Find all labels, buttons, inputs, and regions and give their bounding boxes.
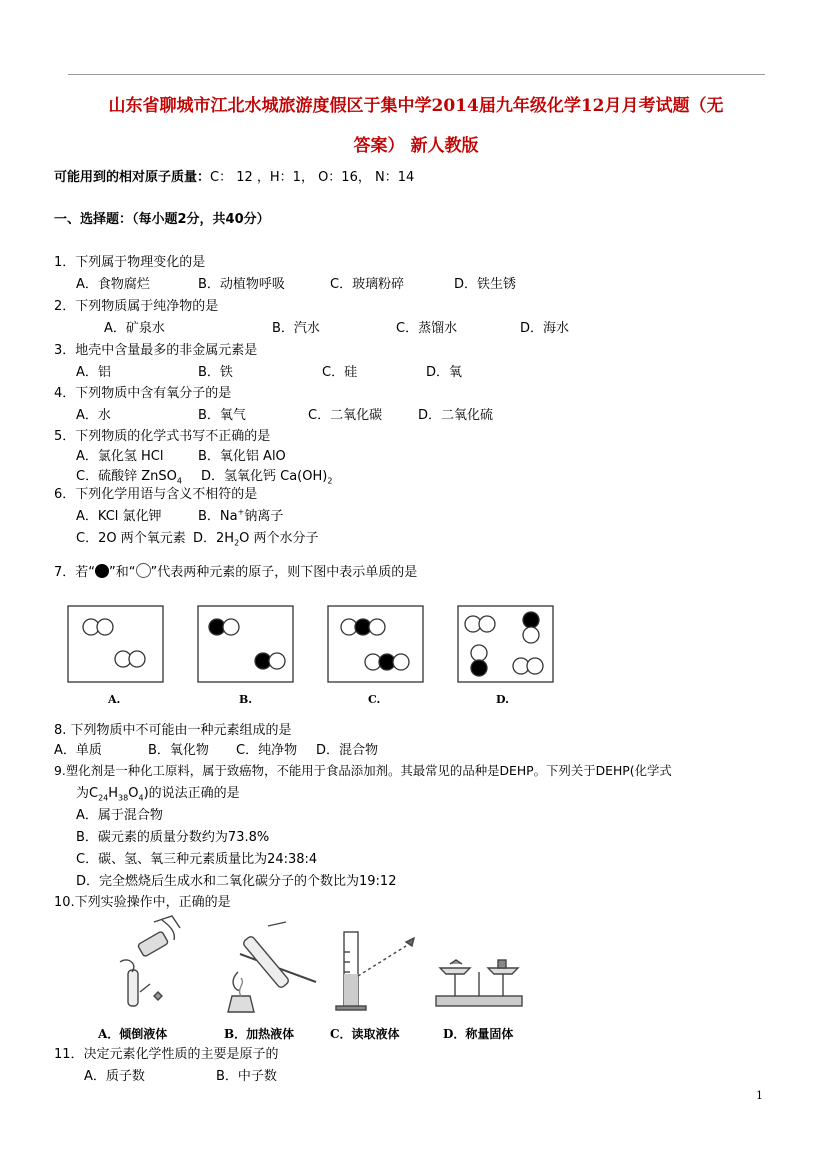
q3-option-d: D．氧 <box>426 365 463 380</box>
q6-option-d: D．$2H_2O$ 两个水分子 <box>193 531 319 548</box>
q7-label-b: B. <box>239 693 253 706</box>
q9-option-a: A．属于混合物 <box>76 808 163 823</box>
q1-option-d: D．铁生锈 <box>454 277 517 292</box>
q1-option-a: A．食物腐烂 <box>76 277 150 292</box>
q6-option-a: A．KCl 氯化钾 <box>76 509 162 524</box>
white-atom-icon <box>136 563 151 578</box>
q10-stem: 10.下列实验操作中，正确的是 <box>54 895 231 910</box>
q9-stem-line2: 为$C_{24}H_{38}O_4$)的说法正确的是 <box>76 786 240 803</box>
black-atom-icon <box>95 564 109 578</box>
q3-stem: 3．地壳中含量最多的非金属元素是 <box>54 343 258 358</box>
q8-option-c: C．纯净物 <box>236 743 298 758</box>
q3-option-a: A．铝 <box>76 365 111 380</box>
atomic-masses-values: C： 12 ，H：1， O：16， N：14 <box>210 170 415 185</box>
q5-stem: 5．下列物质的化学式书写不正确的是 <box>54 429 271 444</box>
q3-option-c: C．硅 <box>322 365 358 380</box>
white-atom-icon <box>223 619 239 635</box>
white-atom-icon <box>269 653 285 669</box>
white-atom-icon <box>479 616 495 632</box>
q4-option-d: D．二氧化硫 <box>418 408 494 423</box>
q4-option-c: C．二氧化碳 <box>308 408 383 423</box>
q4-stem: 4．下列物质中含有氧分子的是 <box>54 386 232 401</box>
black-atom-icon <box>471 660 487 676</box>
q1-option-c: C．玻璃粉碎 <box>330 277 405 292</box>
q7-stem: 7．若“ ”和“ ”代表两种元素的原子，则下图中表示单质的是 <box>54 565 418 580</box>
white-atom-icon <box>393 654 409 670</box>
white-atom-icon <box>527 658 543 674</box>
header-rule <box>68 74 765 75</box>
q6-stem: 6．下列化学用语与含义不相符的是 <box>54 487 258 502</box>
q10-caption-a: A．倾倒液体 <box>98 1027 168 1041</box>
q10-figure <box>110 912 530 1022</box>
q6-option-c: C．2O 两个氧元素 <box>76 531 186 546</box>
page-number: 1 <box>756 1089 763 1102</box>
q9-option-b: B．碳元素的质量分数约为73.8% <box>76 830 270 845</box>
white-atom-icon <box>97 619 113 635</box>
q9-stem-line1: 9.塑化剂是一种化工原料，属于致癌物，不能用于食品添加剂。其最常见的品种是DEHP。下列关于DEHP(化学式 <box>54 763 672 778</box>
q10-caption-b: B．加热液体 <box>224 1027 295 1041</box>
q5-option-b: B．氧化铝 AlO <box>198 449 286 464</box>
atomic-masses <box>54 166 414 185</box>
q10-caption-c: C．读取液体 <box>330 1027 400 1041</box>
q11-stem: 11．决定元素化学性质的主要是原子的 <box>54 1047 279 1062</box>
q1-stem: 1．下列属于物理变化的是 <box>54 255 206 270</box>
q4-option-b: B．氧气 <box>198 408 246 423</box>
q4-option-a: A．水 <box>76 408 111 423</box>
q5-option-d: D．氢氧化钙 $Ca(OH)_2$ <box>201 469 333 486</box>
page-title-line2: 答案） 新人教版 <box>353 136 479 156</box>
black-atom-icon <box>523 612 539 628</box>
q7-label-a: A. <box>108 693 121 706</box>
q11-option-a: A．质子数 <box>84 1069 145 1084</box>
reading-volume-illustration <box>336 932 414 1010</box>
q3-option-b: B．铁 <box>198 365 233 380</box>
q10-caption-d: D．称量固体 <box>443 1027 514 1041</box>
q5-option-a: A．氯化氢 HCl <box>76 449 164 464</box>
q2-option-d: D．海水 <box>520 321 570 336</box>
q9-option-c: C．碳、氢、氧三种元素质量比为24:38:4 <box>76 852 318 867</box>
heating-liquid-illustration <box>228 922 316 1012</box>
white-atom-icon <box>129 651 145 667</box>
white-atom-icon <box>523 627 539 643</box>
q8-stem: 8. 下列物质中不可能由一种元素组成的是 <box>54 723 292 738</box>
pouring-liquid-illustration <box>120 916 180 1006</box>
white-atom-icon <box>471 645 487 661</box>
q8-option-a: A．单质 <box>54 743 102 758</box>
q2-option-b: B．汽水 <box>272 321 320 336</box>
q8-option-b: B．氧化物 <box>148 743 209 758</box>
weighing-solid-illustration <box>436 960 522 1006</box>
q7-box-a <box>68 606 163 682</box>
q6-option-b: B．Na+钠离子 <box>198 507 284 524</box>
q7-label-c: C. <box>368 693 381 706</box>
q2-option-a: A．矿泉水 <box>104 321 165 336</box>
section1-title: 一、选择题：（每小题2分，共40分） <box>54 212 270 227</box>
q7-label-d: D. <box>496 693 509 706</box>
atomic-masses-label: 可能用到的相对原子质量： <box>54 170 211 185</box>
q8-option-d: D．混合物 <box>316 743 379 758</box>
q1-option-b: B．动植物呼吸 <box>198 277 285 292</box>
q2-option-c: C．蒸馏水 <box>396 321 458 336</box>
q7-figure <box>60 600 560 710</box>
white-atom-icon <box>369 619 385 635</box>
page-title-line1: 山东省聊城市江北水城旅游度假区于集中学2014届九年级化学12月月考试题（无 <box>108 96 724 116</box>
q7-box-c <box>328 606 423 682</box>
q5-option-c: C．硫酸锌 ZnSO$_4$ <box>76 469 182 486</box>
q7-box-b <box>198 606 293 682</box>
q9-option-d: D．完全燃烧后生成水和二氧化碳分子的个数比为19:12 <box>76 874 397 889</box>
q11-option-b: B．中子数 <box>216 1069 277 1084</box>
q2-stem: 2．下列物质属于纯净物的是 <box>54 299 219 314</box>
